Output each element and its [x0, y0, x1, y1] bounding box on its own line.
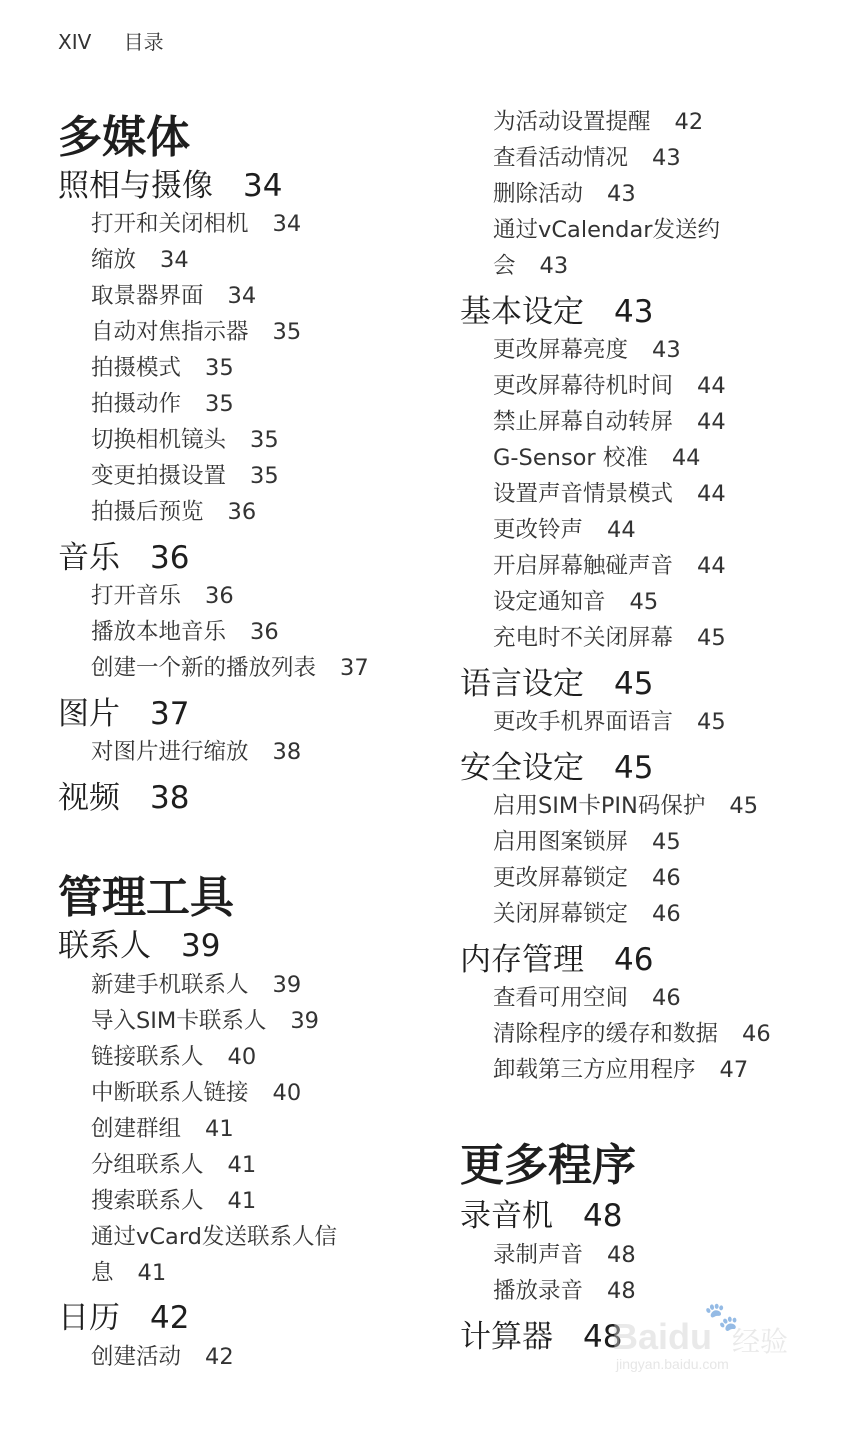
toc-page-number: 42 [205, 1344, 234, 1370]
toc-entry [91, 244, 189, 276]
toc-label: 打开音乐 [91, 583, 182, 609]
toc-page-number: 44 [697, 553, 726, 579]
toc-entry [91, 208, 301, 240]
toc-label: 基本设定 [460, 294, 584, 330]
toc-section [58, 166, 282, 206]
toc-page-number: 44 [697, 481, 726, 507]
toc-label: 多媒体 [58, 112, 190, 163]
toc-label: 关闭屏幕锁定 [493, 901, 629, 927]
toc-chapter [460, 1138, 636, 1194]
toc-page-number: 35 [205, 355, 234, 381]
watermark-brand-cn: 经验 [732, 1325, 789, 1358]
toc-label: 取景器界面 [91, 283, 204, 309]
toc-page-number: 45 [652, 829, 681, 855]
toc-chapter [58, 870, 234, 926]
toc-entry [91, 1005, 319, 1037]
toc-label: 查看可用空间 [493, 985, 629, 1011]
toc-page-number: 36 [205, 583, 234, 609]
toc-entry [493, 826, 681, 858]
toc-page-number: 48 [607, 1242, 636, 1268]
toc-label: 录制声音 [493, 1242, 584, 1268]
toc-page-number: 41 [137, 1260, 167, 1286]
toc-page-number: 44 [697, 373, 726, 399]
toc-page-number: 34 [243, 168, 283, 204]
toc-entry [493, 478, 726, 510]
toc-page-number: 48 [583, 1198, 623, 1234]
toc-page-number: 45 [697, 625, 726, 651]
toc-page-number: 48 [583, 1319, 623, 1355]
toc-entry [493, 1239, 636, 1271]
toc-entry [91, 460, 279, 492]
toc-entry [91, 969, 301, 1001]
toc-page-number: 34 [272, 211, 302, 237]
toc-entry [493, 862, 681, 894]
toc-page-number: 36 [250, 619, 279, 645]
toc-page-number: 37 [150, 696, 190, 732]
toc-page-number: 44 [607, 517, 636, 543]
toc-entry [91, 736, 301, 768]
toc-label: 会 [493, 253, 516, 279]
toc-entry [91, 1149, 256, 1181]
toc-section [58, 1298, 189, 1338]
toc-label: 清除程序的缓存和数据 [493, 1021, 719, 1047]
toc-section [460, 292, 653, 332]
toc-entry [91, 424, 279, 456]
toc-label: 打开和关闭相机 [91, 211, 249, 237]
toc-entry [91, 496, 256, 528]
toc-page-number: 39 [272, 972, 302, 998]
toc-label: 删除活动 [493, 181, 584, 207]
toc-label: 设置声音情景模式 [493, 481, 674, 507]
watermark [612, 1298, 812, 1372]
toc-label: 查看活动情况 [493, 145, 629, 171]
toc-entry [493, 790, 758, 822]
toc-label: 更多程序 [460, 1140, 636, 1191]
toc-label: 搜索联系人 [91, 1188, 204, 1214]
toc-label: 更改屏幕锁定 [493, 865, 629, 891]
toc-label: 自动对焦指示器 [91, 319, 249, 345]
toc-section [460, 748, 653, 788]
toc-label: 语言设定 [460, 666, 584, 702]
toc-entry [91, 316, 301, 348]
toc-entry [91, 280, 256, 312]
toc-page-number: 44 [671, 445, 701, 471]
toc-label: 管理工具 [58, 872, 234, 923]
toc-page-number: 45 [614, 750, 654, 786]
toc-page-number: 46 [652, 865, 681, 891]
toc-page-number: 37 [340, 655, 369, 681]
toc-label: 更改屏幕待机时间 [493, 373, 674, 399]
toc-section [460, 664, 653, 704]
toc-page-number: 40 [227, 1044, 257, 1070]
toc-label: 拍摄动作 [91, 391, 182, 417]
toc-entry [493, 514, 636, 546]
toc-label: 新建手机联系人 [91, 972, 249, 998]
toc-section [58, 926, 220, 966]
toc-entry [91, 352, 234, 384]
toc-page-number: 43 [652, 145, 681, 171]
toc-section [460, 1196, 622, 1236]
toc-page-number: 38 [150, 780, 190, 816]
toc-page-number: 46 [652, 985, 681, 1011]
toc-entry [493, 142, 681, 174]
toc-page-number: 39 [290, 1008, 319, 1034]
toc-entry [493, 442, 700, 474]
toc-label: 拍摄模式 [91, 355, 182, 381]
toc-label: 中断联系人链接 [91, 1080, 249, 1106]
toc-entry [91, 1185, 256, 1217]
toc-page-number: 36 [227, 499, 257, 525]
toc-section [58, 778, 189, 818]
toc-page-number: 41 [227, 1188, 257, 1214]
toc-label: 播放本地音乐 [91, 619, 227, 645]
toc-label: 音乐 [58, 540, 120, 576]
page-number: XIV [58, 30, 92, 54]
toc-entry [91, 1257, 166, 1289]
toc-section [58, 538, 189, 578]
toc-label: 图片 [58, 696, 120, 732]
toc-page-number: 45 [729, 793, 759, 819]
toc-page-number: 41 [227, 1152, 257, 1178]
toc-label: 计算器 [460, 1319, 553, 1355]
toc-label: 内存管理 [460, 942, 584, 978]
toc-page-number: 45 [614, 666, 654, 702]
toc-label: 更改手机界面语言 [493, 709, 674, 735]
toc-entry [91, 580, 234, 612]
toc-page-number: 46 [614, 942, 654, 978]
toc-label: 充电时不关闭屏幕 [493, 625, 674, 651]
toc-page-number: 34 [227, 283, 257, 309]
toc-label: 创建一个新的播放列表 [91, 655, 317, 681]
toc-entry [493, 982, 681, 1014]
toc-page-number: 42 [674, 109, 704, 135]
toc-entry [493, 406, 726, 438]
toc-label: 通过vCalendar发送约 [493, 217, 720, 243]
toc-entry [91, 1341, 234, 1373]
toc-label: 分组联系人 [91, 1152, 204, 1178]
toc-entry [493, 1054, 748, 1086]
toc-page-number: 45 [697, 709, 726, 735]
toc-label: 禁止屏幕自动转屏 [493, 409, 674, 435]
toc-page-number: 42 [150, 1300, 190, 1336]
toc-page-number: 44 [697, 409, 726, 435]
toc-label: 创建活动 [91, 1344, 182, 1370]
toc-page-number: 43 [652, 337, 681, 363]
toc-page-number: 43 [607, 181, 636, 207]
paw-icon: 🐾 [704, 1300, 739, 1333]
toc-label: G-Sensor 校准 [493, 445, 648, 471]
toc-entry [493, 250, 568, 282]
toc-label: 更改铃声 [493, 517, 584, 543]
toc-entry [91, 388, 234, 420]
toc-label: 拍摄后预览 [91, 499, 204, 525]
toc-entry [493, 706, 726, 738]
toc-entry [493, 586, 658, 618]
watermark-brand: Baidu [612, 1316, 713, 1357]
toc-section [460, 940, 653, 980]
page-header [58, 26, 164, 55]
toc-entry [493, 370, 726, 402]
toc-label: 联系人 [58, 928, 151, 964]
toc-entry [91, 1077, 301, 1109]
toc-chapter [58, 110, 190, 166]
toc-section [58, 694, 189, 734]
toc-page-number: 38 [272, 739, 302, 765]
toc-label: 开启屏幕触碰声音 [493, 553, 674, 579]
toc-page-number: 34 [160, 247, 189, 273]
toc-label: 启用SIM卡PIN码保护 [493, 793, 706, 819]
toc-label: 设定通知音 [493, 589, 606, 615]
toc-page-number: 46 [652, 901, 681, 927]
toc-label: 缩放 [91, 247, 137, 273]
toc-page-number: 43 [614, 294, 654, 330]
toc-page-number: 35 [205, 391, 234, 417]
toc-page-number: 40 [272, 1080, 302, 1106]
toc-label: 变更拍摄设置 [91, 463, 227, 489]
toc-entry [493, 178, 636, 210]
toc-entry [493, 622, 726, 654]
toc-label: 对图片进行缩放 [91, 739, 249, 765]
toc-label: 为活动设置提醒 [493, 109, 651, 135]
toc-entry [91, 652, 369, 684]
toc-label: 照相与摄像 [58, 168, 213, 204]
toc-entry [493, 106, 703, 138]
toc-label: 录音机 [460, 1198, 553, 1234]
toc-page-number: 45 [629, 589, 659, 615]
toc-entry [91, 616, 279, 648]
toc-label: 通过vCard发送联系人信 [91, 1224, 337, 1250]
toc-page-number: 41 [205, 1116, 234, 1142]
toc-entry [91, 1113, 234, 1145]
toc-label: 视频 [58, 780, 120, 816]
toc-label: 息 [91, 1260, 114, 1286]
toc-page-number: 36 [150, 540, 190, 576]
toc-page-number: 35 [272, 319, 302, 345]
toc-page-number: 35 [250, 463, 279, 489]
toc-label: 日历 [58, 1300, 120, 1336]
toc-label: 安全设定 [460, 750, 584, 786]
toc-entry [91, 1041, 256, 1073]
toc-page-number: 35 [250, 427, 279, 453]
toc-page-number: 46 [742, 1021, 771, 1047]
toc-entry [493, 334, 681, 366]
toc-entry [91, 1221, 337, 1253]
toc-label: 更改屏幕亮度 [493, 337, 629, 363]
page-title: 目录 [123, 30, 164, 54]
watermark-url: jingyan.baidu.com [616, 1356, 729, 1372]
toc-entry [493, 550, 726, 582]
toc-entry [493, 898, 681, 930]
toc-section [460, 1317, 622, 1357]
toc-entry [493, 1018, 771, 1050]
toc-label: 链接联系人 [91, 1044, 204, 1070]
toc-page-number: 43 [539, 253, 569, 279]
toc-page-number: 47 [719, 1057, 749, 1083]
toc-page-number: 48 [607, 1278, 636, 1304]
toc-label: 创建群组 [91, 1116, 182, 1142]
toc-label: 卸载第三方应用程序 [493, 1057, 696, 1083]
toc-page-number: 39 [181, 928, 221, 964]
toc-label: 导入SIM卡联系人 [91, 1008, 267, 1034]
toc-label: 启用图案锁屏 [493, 829, 629, 855]
toc-entry [493, 214, 720, 246]
toc-label: 播放录音 [493, 1278, 584, 1304]
toc-label: 切换相机镜头 [91, 427, 227, 453]
